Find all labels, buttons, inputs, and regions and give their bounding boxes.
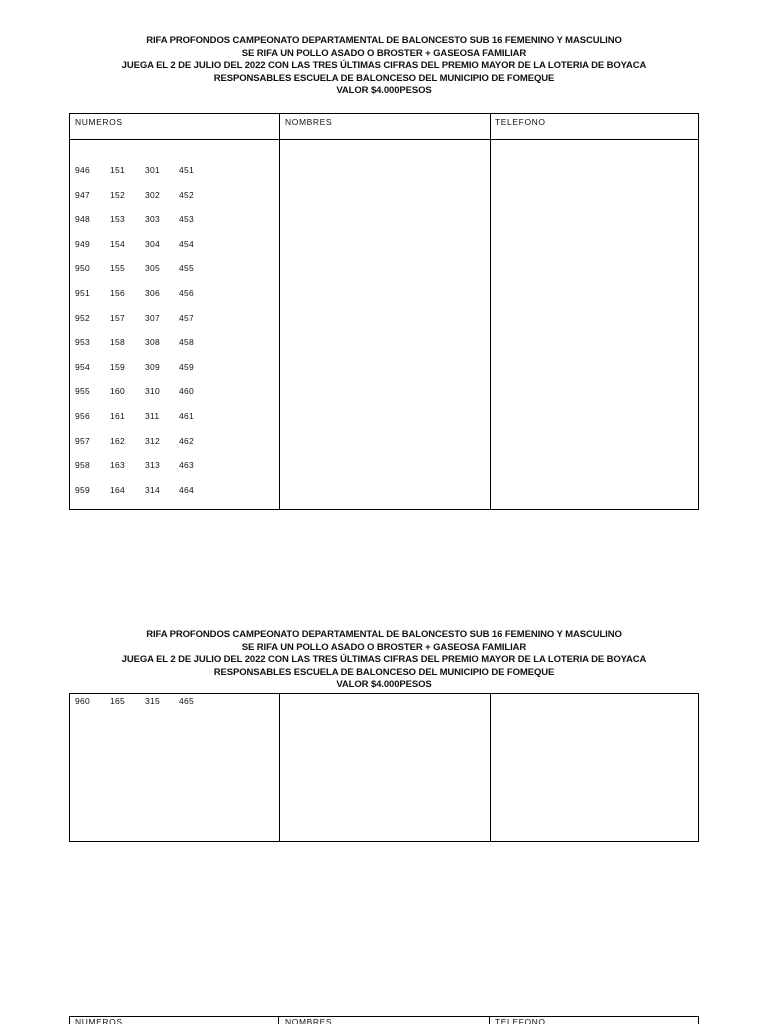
- header-price: VALOR $4.000PESOS: [336, 85, 432, 97]
- header-title: RIFA PROFONDOS CAMPEONATO DEPARTAMENTAL DE BALONCESTO SUB 16 FEMENINO Y MASCULINO: [146, 629, 622, 640]
- raffle-number: 455: [179, 263, 195, 274]
- raffle-number: 160: [110, 386, 126, 397]
- raffle-number: 315: [145, 696, 161, 706]
- header-title: RIFA PROFONDOS CAMPEONATO DEPARTAMENTAL DE BALONCESTO SUB 16 FEMENINO Y MASCULINO: [146, 35, 622, 46]
- header-draw-date: JUEGA EL 2 DE JULIO DEL 2022 CON LAS TRES ÚLTIMAS CIFRAS DEL PREMIO MAYOR DE LA LOTERIA DE BOYACA: [121, 654, 647, 666]
- raffle-number: 156: [110, 288, 126, 298]
- raffle-number: 307: [145, 312, 161, 323]
- raffle-number: 158: [110, 337, 126, 348]
- raffle-number: 304: [145, 238, 161, 249]
- raffle-number: 303: [145, 214, 161, 225]
- raffle-number: 947: [75, 189, 91, 200]
- raffle-number: 451: [179, 165, 195, 175]
- column-header-telefono: TELEFONO: [495, 117, 546, 127]
- raffle-number: 955: [75, 386, 91, 397]
- raffle-number: 301: [145, 165, 161, 175]
- raffle-number: 949: [75, 238, 91, 249]
- raffle-number: 308: [145, 337, 161, 348]
- raffle-header-1: [0, 35, 768, 98]
- column-divider: [490, 114, 491, 509]
- raffle-number: 314: [145, 484, 161, 495]
- column-header-nombres: NOMBRES: [285, 117, 333, 127]
- raffle-number: 461: [179, 411, 195, 421]
- header-prize: SE RIFA UN POLLO ASADO O BROSTER + GASEOSA FAMILIAR: [241, 47, 527, 59]
- raffle-number: 152: [110, 189, 126, 200]
- raffle-number: 958: [75, 460, 91, 471]
- raffle-number: 462: [179, 435, 195, 446]
- raffle-number: 164: [110, 484, 126, 495]
- raffle-number: 452: [179, 189, 195, 200]
- raffle-number: 454: [179, 238, 195, 249]
- raffle-number: 159: [110, 361, 126, 372]
- raffle-number: 950: [75, 263, 91, 274]
- raffle-number: 458: [179, 337, 195, 348]
- raffle-number: 154: [110, 238, 126, 249]
- raffle-number: 153: [110, 214, 126, 225]
- raffle-number: 453: [179, 214, 195, 225]
- raffle-number: 313: [145, 460, 161, 471]
- raffle-number: 946: [75, 165, 91, 175]
- raffle-number: 952: [75, 312, 91, 323]
- column-header-nombres: NOMBRES: [285, 1017, 333, 1024]
- column-header-numeros: NUMEROS: [75, 1017, 123, 1024]
- raffle-number: 956: [75, 411, 91, 421]
- raffle-number: 157: [110, 312, 126, 323]
- raffle-table-1: [69, 113, 699, 510]
- column-header-numeros: NUMEROS: [75, 117, 123, 127]
- raffle-number: 151: [110, 165, 126, 175]
- raffle-number: 155: [110, 263, 126, 274]
- raffle-number: 459: [179, 361, 195, 372]
- raffle-number: 162: [110, 435, 126, 446]
- raffle-number: 309: [145, 361, 161, 372]
- raffle-number: 951: [75, 288, 91, 298]
- raffle-number: 305: [145, 263, 161, 274]
- raffle-header-2: [0, 629, 768, 692]
- raffle-number: 954: [75, 361, 91, 372]
- column-header-telefono: TELEFONO: [495, 1017, 546, 1024]
- raffle-number: 456: [179, 288, 195, 298]
- column-divider: [489, 1017, 490, 1024]
- raffle-number: 161: [110, 411, 126, 421]
- column-divider: [278, 1017, 279, 1024]
- raffle-number: 957: [75, 435, 91, 446]
- raffle-number: 948: [75, 214, 91, 225]
- raffle-number: 953: [75, 337, 91, 348]
- raffle-number: 960: [75, 696, 91, 706]
- column-divider: [279, 114, 280, 509]
- header-draw-date: JUEGA EL 2 DE JULIO DEL 2022 CON LAS TRES ÚLTIMAS CIFRAS DEL PREMIO MAYOR DE LA LOTERIA DE BOYACA: [121, 60, 647, 72]
- header-price: VALOR $4.000PESOS: [336, 679, 432, 691]
- raffle-number: 457: [179, 312, 195, 323]
- raffle-number: 310: [145, 386, 161, 397]
- raffle-number: 312: [145, 435, 161, 446]
- raffle-number: 302: [145, 189, 161, 200]
- raffle-number: 464: [179, 484, 195, 495]
- column-divider: [279, 694, 280, 841]
- column-divider: [490, 694, 491, 841]
- header-row-divider: [70, 139, 698, 140]
- raffle-number: 460: [179, 386, 195, 397]
- header-organizer: RESPONSABLES ESCUELA DE BALONCESO DEL MUNICIPIO DE FOMEQUE: [213, 72, 555, 84]
- raffle-number: 163: [110, 460, 126, 471]
- header-organizer: RESPONSABLES ESCUELA DE BALONCESO DEL MUNICIPIO DE FOMEQUE: [213, 666, 555, 678]
- raffle-number: 165: [110, 696, 126, 706]
- raffle-number: 463: [179, 460, 195, 471]
- raffle-number: 306: [145, 288, 161, 298]
- header-prize: SE RIFA UN POLLO ASADO O BROSTER + GASEOSA FAMILIAR: [241, 641, 527, 653]
- raffle-number: 959: [75, 484, 91, 495]
- raffle-number: 311: [145, 411, 160, 421]
- raffle-table-2: [69, 693, 699, 842]
- raffle-table-3: [69, 1016, 699, 1024]
- raffle-number: 465: [179, 696, 195, 706]
